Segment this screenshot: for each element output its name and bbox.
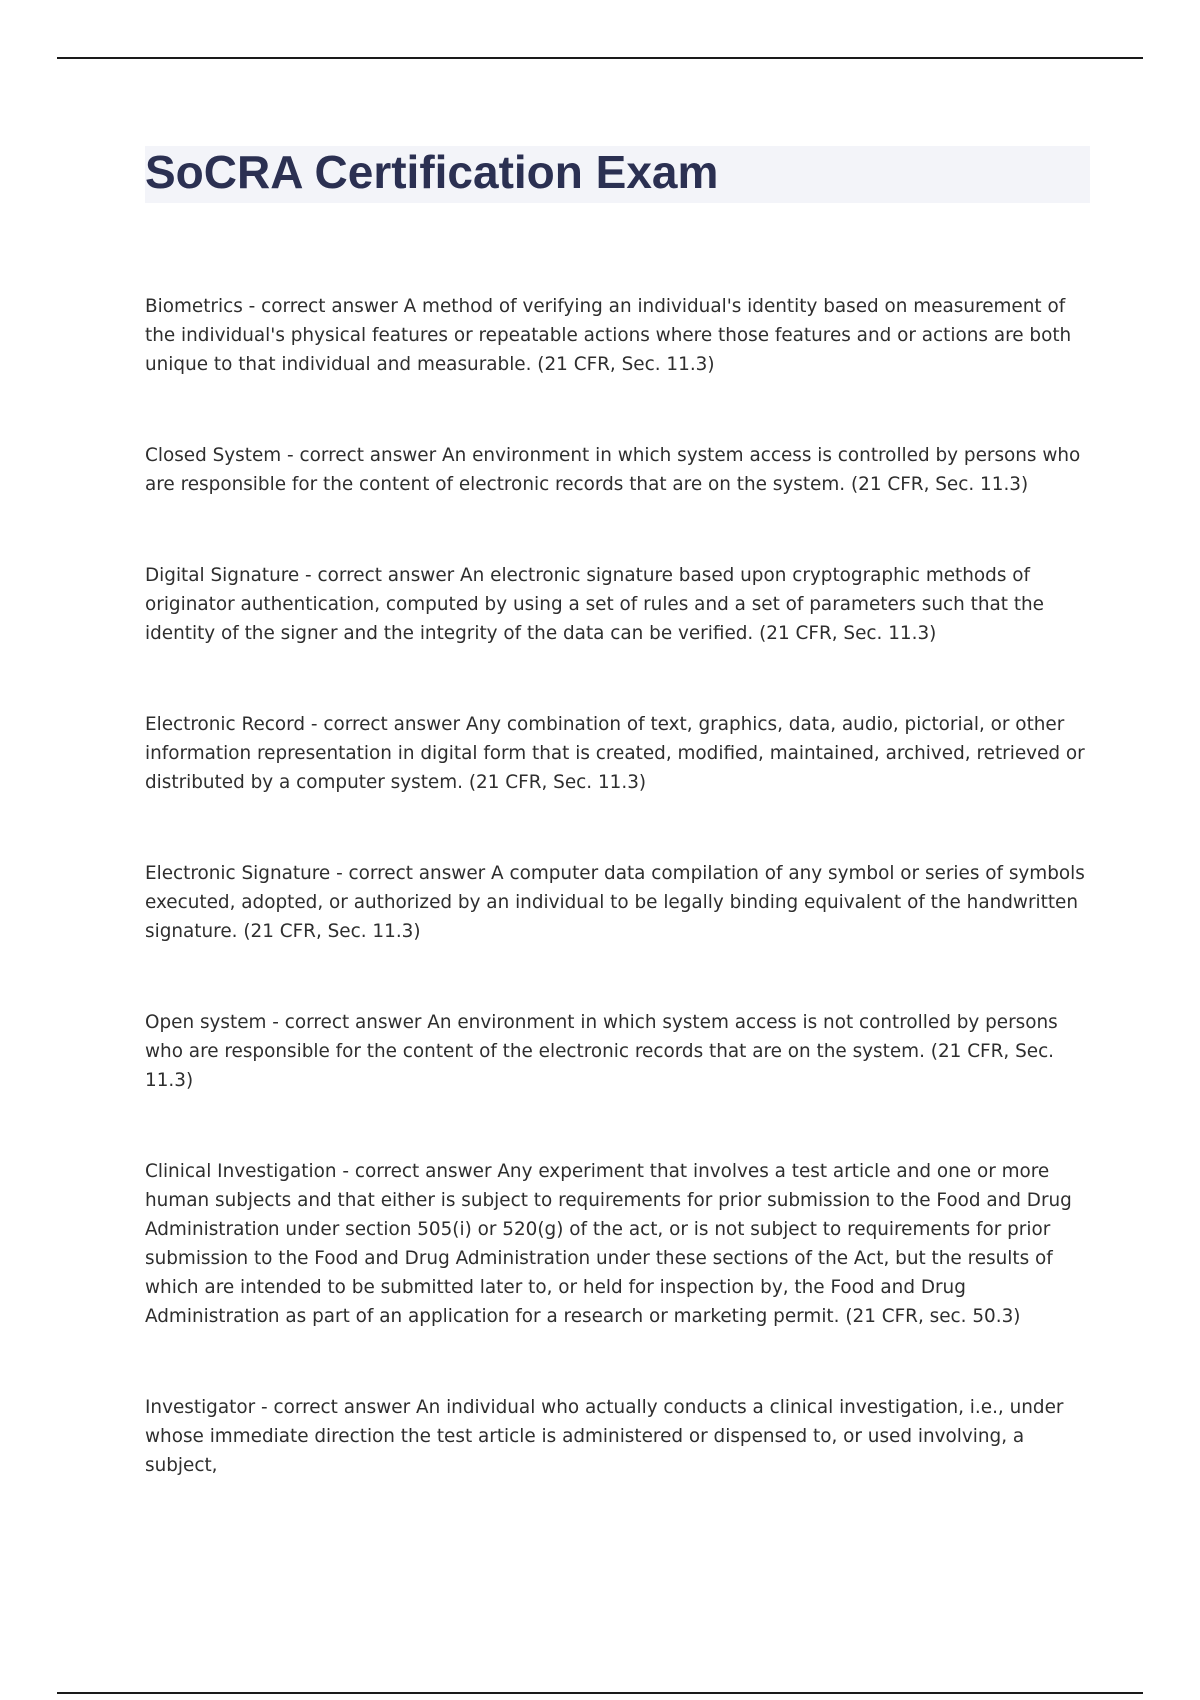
definition-electronic-record: Electronic Record - correct answer Any combination of text, graphics, data, audio, pictorial, or other information representation in digital form that is created, modified, maintained, archived, retrieved or distributed by a computer system. (21 CFR, Sec. 11.3) bbox=[145, 714, 1085, 793]
definition-list bbox=[145, 292, 1090, 1480]
definition-clinical-investigation: Clinical Investigation - correct answer Any experiment that involves a test article and one or more human subjects and that either is subject to requirements for prior submission to the Food and Drug Administration under section 505(i) or 520(g) of the act, or is not subject to requirements for prior submission to the Food and Drug Administration under these sections of the Act, but the results of which are intended to be submitted later to, or held for inspection by, the Food and Drug Administration as part of an application for a research or marketing permit. (21 CFR, sec. 50.3) bbox=[145, 1161, 1072, 1327]
definition-biometrics: Biometrics - correct answer A method of verifying an individual's identity based on measurement of the individual's physical features or repeatable actions where those features and or actions are both unique to that individual and measurable. (21 CFR, Sec. 11.3) bbox=[145, 296, 1072, 375]
header-rule bbox=[57, 57, 1143, 59]
definition-open-system: Open system - correct answer An environment in which system access is not controlled by persons who are responsible for the content of the electronic records that are on the system. (21 CFR, Sec. 11.3) bbox=[145, 1012, 1058, 1091]
page-title: SoCRA Certification Exam bbox=[145, 146, 719, 198]
definition-electronic-signature: Electronic Signature - correct answer A computer data compilation of any symbol or series of symbols executed, adopted, or authorized by an individual to be legally binding equivalent of the handwritten signature. (21 CFR, Sec. 11.3) bbox=[145, 863, 1085, 942]
definition-digital-signature: Digital Signature - correct answer An electronic signature based upon cryptographic methods of originator authentication, computed by using a set of rules and a set of parameters such that the identity of the signer and the integrity of the data can be verified. (21 CFR, Sec. 11.3) bbox=[145, 565, 1044, 644]
definition-closed-system: Closed System - correct answer An environment in which system access is controlled by persons who are responsible for the content of electronic records that are on the system. (21 CFR, Sec. 11.3) bbox=[145, 445, 1081, 495]
footer-rule bbox=[57, 1692, 1143, 1694]
definition-investigator: Investigator - correct answer An individual who actually conducts a clinical investigation, i.e., under whose immediate direction the test article is administered or dispensed to, or used involving, a subject, bbox=[145, 1397, 1064, 1476]
